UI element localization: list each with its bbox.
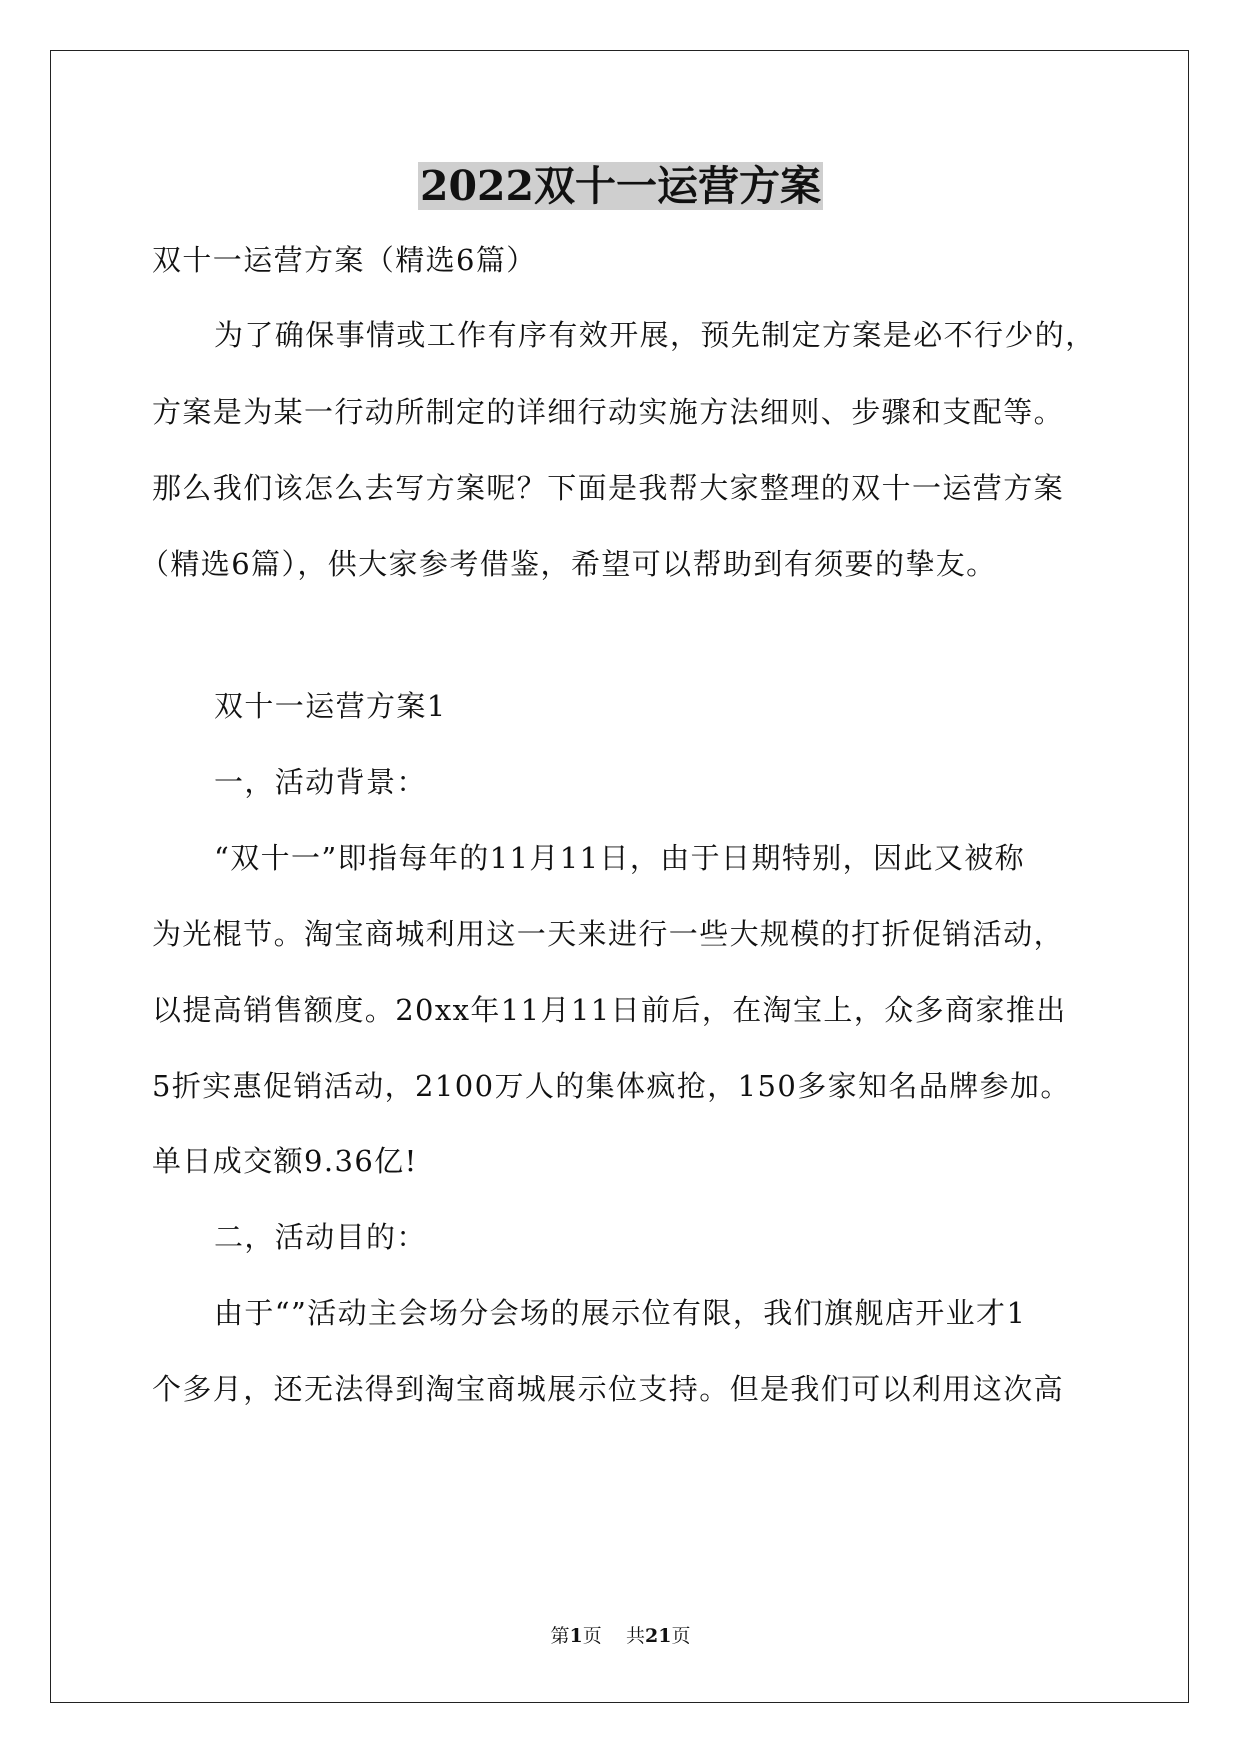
- footer-page-suffix: 页: [582, 1625, 602, 1647]
- section-heading: 双十一运营方案1: [214, 689, 447, 723]
- footer-page-total: 21: [644, 1625, 672, 1647]
- paragraph-line: 方案是为某一行动所制定的详细行动实施方法细则、步骤和支配等。: [152, 395, 1065, 429]
- paragraph-line: 为光棍节。淘宝商城利用这一天来进行一些大规模的打折促销活动，: [152, 917, 1065, 951]
- document-title: [0, 158, 1241, 214]
- footer-total-prefix: 共: [625, 1625, 645, 1647]
- paragraph-line: 5折实惠促销活动，2100万人的集体疯抢，150多家知名品牌参加。: [152, 1069, 1071, 1103]
- paragraph-line: “双十一”即指每年的11月11日，由于日期特别，因此又被称: [214, 841, 1026, 875]
- paragraph-line: 为了确保事情或工作有序有效开展，预先制定方案是必不行少的，: [214, 318, 1096, 352]
- subsection-heading: 二，活动目的：: [214, 1220, 427, 1254]
- paragraph-line: 以提高销售额度。20xx年11月11日前后，在淘宝上，众多商家推出: [152, 993, 1067, 1027]
- paragraph-line: 由于“”活动主会场分会场的展示位有限，我们旗舰店开业才1: [214, 1296, 1027, 1330]
- footer-page-prefix: 第: [550, 1625, 570, 1647]
- footer-total-suffix: 页: [671, 1625, 691, 1647]
- subsection-heading: 一，活动背景：: [214, 765, 427, 799]
- subtitle-line: 双十一运营方案（精选6篇）: [152, 243, 537, 277]
- paragraph-line: （精选6篇），供大家参考借鉴，希望可以帮助到有须要的挚友。: [140, 547, 997, 581]
- paragraph-line: 单日成交额9.36亿!: [152, 1144, 418, 1178]
- page-footer: [0, 1623, 1241, 1649]
- paragraph-line: 个多月，还无法得到淘宝商城展示位支持。但是我们可以利用这次高: [152, 1372, 1065, 1406]
- paragraph-line: 那么我们该怎么去写方案呢？下面是我帮大家整理的双十一运营方案: [152, 471, 1065, 505]
- document-title-text: 2022双十一运营方案: [419, 162, 822, 210]
- footer-page-current: 1: [569, 1625, 583, 1647]
